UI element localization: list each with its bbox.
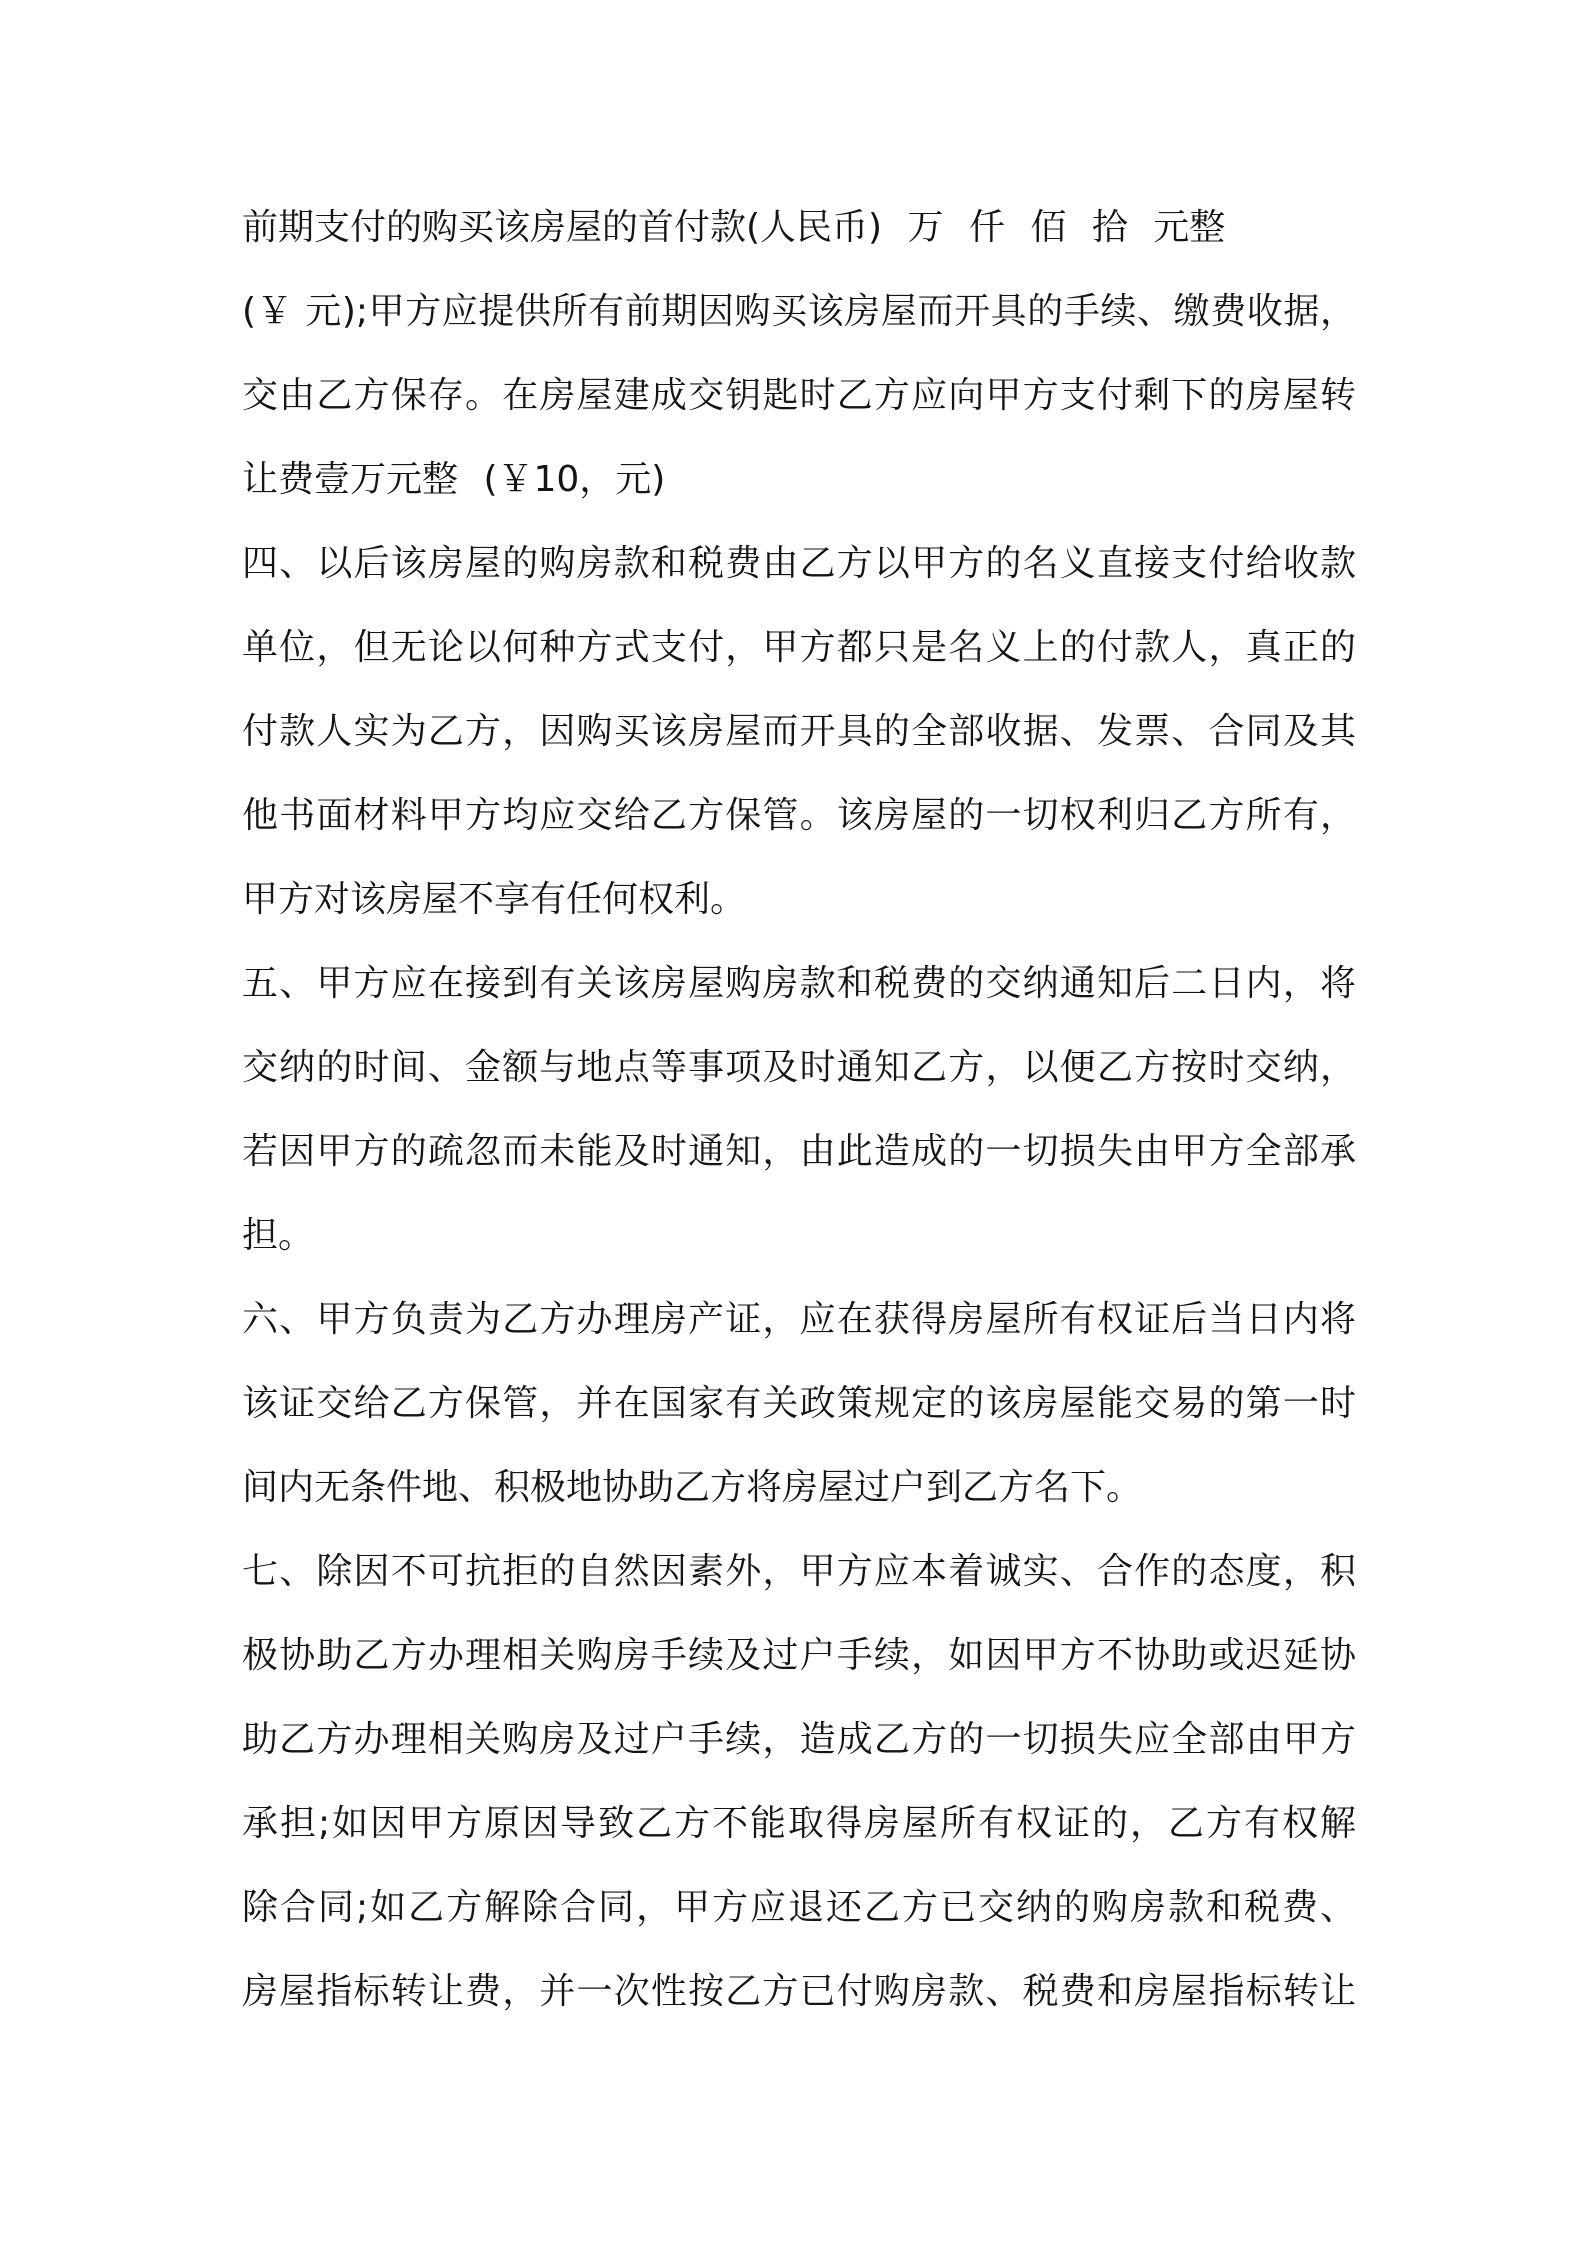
text-line: 让费壹万元整 (￥10，元)	[242, 459, 666, 500]
text-line: 四、以后该房屋的购房款和税费由乙方以甲方的名义直接支付给收款	[242, 543, 1356, 584]
clause-7	[242, 1530, 1356, 2034]
text-line: 交由乙方保存。在房屋建成交钥匙时乙方应向甲方支付剩下的房屋转	[242, 375, 1356, 416]
text-line: 他书面材料甲方均应交给乙方保管。该房屋的一切权利归乙方所有，	[242, 795, 1356, 836]
contract-body-text	[242, 186, 1356, 2034]
text-line: 七、除因不可抗拒的自然因素外，甲方应本着诚实、合作的态度，积	[242, 1551, 1356, 1592]
text-line: 单位，但无论以何种方式支付，甲方都只是名义上的付款人，真正的	[242, 627, 1356, 668]
clause-4	[242, 522, 1356, 942]
text-line: 极协助乙方办理相关购房手续及过户手续，如因甲方不协助或迟延协	[242, 1635, 1356, 1676]
text-line: 助乙方办理相关购房及过户手续，造成乙方的一切损失应全部由甲方	[242, 1719, 1356, 1760]
text-line: 前期支付的购买该房屋的首付款(人民币) 万 仟 佰 拾 元整	[242, 207, 1226, 248]
text-line: 间内无条件地、积极地协助乙方将房屋过户到乙方名下。	[242, 1467, 1143, 1508]
text-line: 房屋指标转让费，并一次性按乙方已付购房款、税费和房屋指标转让	[242, 1971, 1356, 2012]
text-line: (￥ 元);甲方应提供所有前期因购买该房屋而开具的手续、缴费收据，	[242, 291, 1356, 332]
text-line: 付款人实为乙方，因购买该房屋而开具的全部收据、发票、合同及其	[242, 711, 1356, 752]
text-line: 除合同;如乙方解除合同，甲方应退还乙方已交纳的购房款和税费、	[242, 1887, 1356, 1928]
text-line: 甲方对该房屋不享有任何权利。	[242, 879, 747, 920]
text-line: 担。	[242, 1215, 315, 1256]
text-line: 该证交给乙方保管，并在国家有关政策规定的该房屋能交易的第一时	[242, 1383, 1356, 1424]
text-line: 六、甲方负责为乙方办理房产证，应在获得房屋所有权证后当日内将	[242, 1299, 1356, 1340]
text-line: 若因甲方的疏忽而未能及时通知，由此造成的一切损失由甲方全部承	[242, 1131, 1356, 1172]
text-line: 交纳的时间、金额与地点等事项及时通知乙方，以便乙方按时交纳，	[242, 1047, 1356, 1088]
text-line: 五、甲方应在接到有关该房屋购房款和税费的交纳通知后二日内，将	[242, 963, 1356, 1004]
clause-3-continuation	[242, 186, 1356, 522]
clause-6	[242, 1278, 1356, 1530]
text-line: 承担;如因甲方原因导致乙方不能取得房屋所有权证的，乙方有权解	[242, 1803, 1356, 1844]
clause-5	[242, 942, 1356, 1278]
